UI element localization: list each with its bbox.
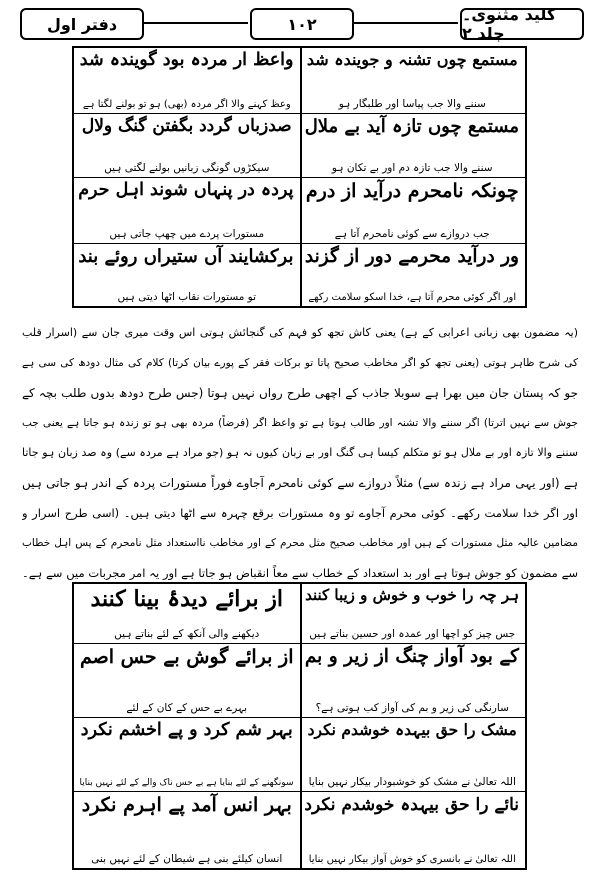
gloss-right: سننے والا جب پیاسا اور طلبگار ہو: [338, 98, 486, 110]
volume-label: دفتر اول: [20, 8, 144, 40]
verse-left: بہر شم کرد و پے اخشم نکرد: [80, 720, 293, 740]
commentary-text: [22, 318, 578, 588]
gloss-right: سننے والا جب تازہ دم اور بے تکان ہو: [331, 162, 493, 174]
commentary-line: سے مضمون کو جوش ہوتا ہے اور بد استعداد کے خطاب سے معاً انقباض ہو جاتا ہے اور یہ امر مجربات میں سے ہے۔: [22, 566, 578, 580]
verse-left: بہر انس آمد پے اہرم نکرد: [81, 794, 292, 816]
verse-table-1: [72, 46, 527, 308]
verse-left: از برائے دیدۂ بینا کنند: [90, 586, 284, 612]
gloss-right: اللہ تعالیٰ نے مشک کو خوشبودار بیکار نہیں بنایا: [308, 776, 516, 788]
verse-right: مستمع چوں تازہ آید بے ملال: [304, 116, 519, 137]
commentary-line: ہے (اور یہی مراد ہے زندہ سے) مثلاً دروازے سے کوئی نامحرم آجاوے فوراً مستورات پردہ کے اندر ہو جاتی ہیں: [22, 476, 578, 490]
verse-right: نائے را حق بیہدہ خوشدم نکرد: [304, 795, 519, 815]
commentary-line: کی شرح ظاہر ہوتی (یعنی تجھ کو اگر مخاطب صحیح پاتا تو برکات فقر کے پورے بیان کرتا) کلام کی مثال دودھ کی سی ہے: [22, 357, 578, 369]
verse-row: [74, 718, 525, 792]
verse-row: [74, 114, 525, 178]
gloss-left: سیکڑوں گونگی زبانیں بولنے لگتی ہیں: [104, 162, 270, 174]
verse-left: از برائے گوش بے حس اصم: [80, 646, 294, 668]
gloss-left: بہرے بے حس کے کان کے لئے: [126, 702, 248, 714]
gloss-right: سارنگی کی زیر و بم کی آواز کب ہوتی ہے؟: [315, 702, 509, 714]
commentary-line: (یہ مضمون بھی زبانی اعرابی کے ہے) یعنی کاش تجھ کو فہم کی گنجائش ہوتی اس وقت میری جان سے (اسرار قلب: [22, 326, 578, 339]
commentary-line: سننے والا تازہ اور بے ملال ہو تو متکلم کیسا ہی گنگ اور بے زبان کیوں نہ ہو (جو مراد ہے مردہ سے) وہ صد زبان ہو جاتا: [22, 446, 578, 459]
gloss-right: اللہ تعالیٰ نے بانسری کو خوش آواز بیکار نہیں بنایا: [308, 854, 516, 865]
verse-row: [74, 584, 525, 644]
gloss-right: جب دروازے سے کوئی نامحرم آتا ہے: [334, 228, 490, 240]
page-header: [0, 0, 600, 50]
commentary-line: جوش سے نہیں اترتا) اگر سننے والا تشنہ اور طالب ہوتا ہے تو واعظ اگر (فرضاً) مردہ بھی ہو تو زندہ ہو جاتا ہے یعنی جب: [22, 417, 578, 429]
header-divider-right: [352, 22, 458, 24]
verse-right: کے بود آواز چنگ از زیر و بم: [304, 646, 519, 667]
verse-row: [74, 792, 525, 868]
verse-row: [74, 244, 525, 306]
verse-row: [74, 644, 525, 718]
verse-row: [74, 178, 525, 244]
gloss-left: مستورات پردے میں چھپ جاتی ہیں: [109, 228, 265, 240]
gloss-left: تو مستورات نقاب اٹھا دیتی ہیں: [117, 291, 257, 303]
verse-right: مستمع چوں تشنہ و جویندہ شد: [306, 50, 518, 69]
commentary-line: مضامین عالیہ مثل مستورات کے ہیں اور مخاطب صحیح مثل محرم کے اور مخاطب نااستعداد مثل نامحرم کے پس اہل خطاب: [22, 537, 578, 549]
verse-right: چونکہ نامحرم درآید از درم: [305, 180, 519, 202]
verse-left: واعظ ار مردہ بود گویندہ شد: [79, 50, 294, 70]
gloss-right: جس چیز کو اچھا اور عمدہ اور حسین بناتے ہیں: [309, 628, 516, 640]
page-number: ۱۰۲: [250, 8, 354, 40]
gloss-left: سونگھنے کے لئے بنایا ہے بے حس ناک والے کے لئے نہیں بنایا: [79, 778, 294, 788]
book-title: کلید مثنوی۔ جلد ۲: [460, 8, 584, 40]
verse-right: ہر چہ را خوب و خوش و زیبا کنند: [305, 586, 519, 604]
verse-left: صدزباں گردد بگفتن گنگ ولال: [81, 116, 292, 136]
commentary-line: جو کہ پستان جان میں بھرا ہے سوبلا جاذب کے اچھی طرح رواں نہیں ہوتا (جس طرح دودھ بدوں طلب بچہ کے: [22, 386, 578, 400]
verse-table-2: [72, 582, 527, 870]
gloss-left: وعظ کہنے والا اگر مردہ (بھی) ہو تو بولنے لگتا ہے: [82, 99, 291, 110]
commentary-line: اور اگر خدا سلامت رکھے۔ کوئی محرم آجاوے تو وہ مستورات برقع چہرہ سے اٹھا دیتی ہیں۔ (اسی طرح اسرار و: [22, 506, 578, 520]
gloss-left: دیکھنے والی آنکھ کے لئے بناتے ہیں: [114, 628, 260, 640]
gloss-right: اور اگر کوئی محرم آتا ہے، خدا اسکو سلامت رکھے: [308, 292, 517, 303]
verse-row: [74, 48, 525, 114]
verse-right: مشک را حق بیہدہ خوشدم نکرد: [307, 720, 517, 739]
verse-right: ور درآید محرمے دور از گزند: [304, 246, 519, 267]
header-divider-left: [142, 22, 248, 24]
verse-left: برکشایند آں ستیراں روئے بند: [78, 246, 294, 267]
gloss-left: انسان کیلئے بنی ہے شیطان کے لئے نہیں بنی: [91, 853, 283, 865]
verse-left: پردہ در پنہاں شوند اہل حرم: [78, 180, 294, 200]
